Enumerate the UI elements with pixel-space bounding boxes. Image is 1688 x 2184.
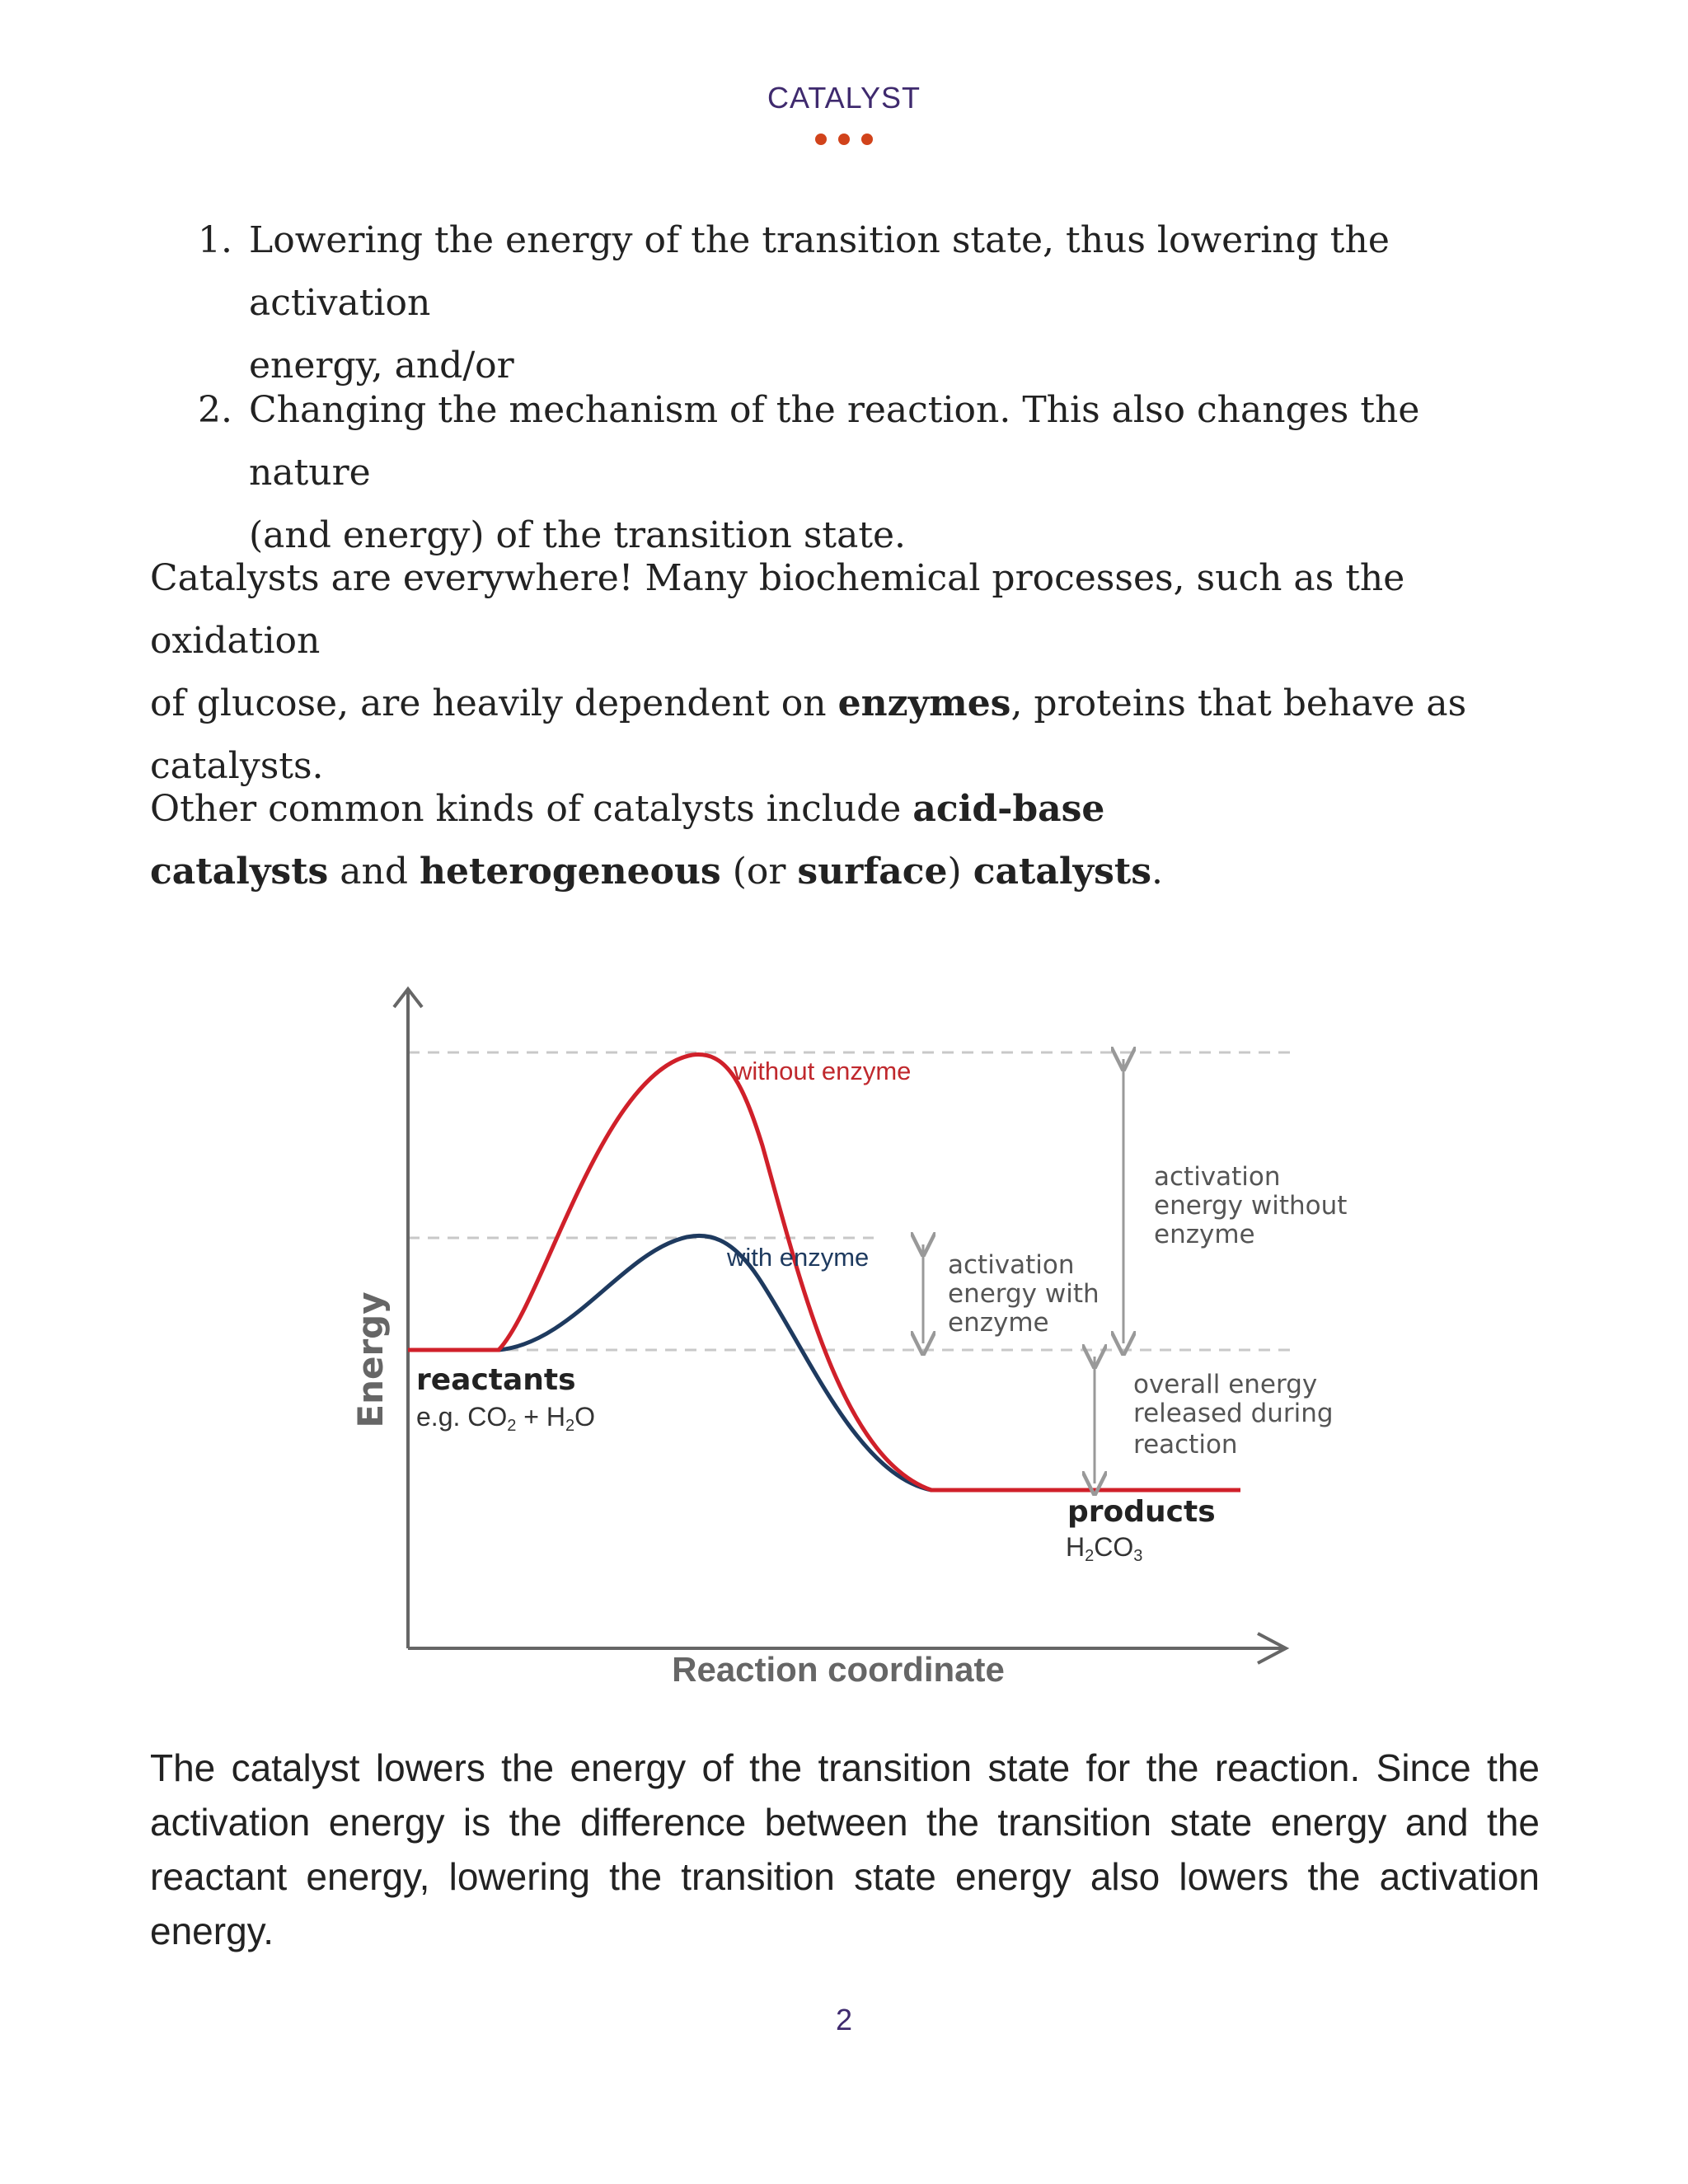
bold-term: acid-base <box>912 788 1105 830</box>
dot-icon <box>861 134 873 145</box>
bold-term: catalysts <box>150 851 329 893</box>
label-with-enzyme: with enzyme <box>727 1243 870 1272</box>
header-dots-ornament <box>0 134 1688 145</box>
label-activation-without: activation energy without enzyme <box>1154 1162 1348 1249</box>
list-number: 1. <box>198 219 232 261</box>
dot-icon <box>815 134 827 145</box>
page-number: 2 <box>835 2003 853 2036</box>
label-activation-with: activation energy with enzyme <box>948 1250 1100 1338</box>
bold-term: surface <box>797 851 948 893</box>
text-run: (or <box>720 851 798 893</box>
paragraph-other-catalysts <box>150 778 1551 903</box>
list-item-2 <box>198 379 1550 556</box>
list-item-text-line: Lowering the energy of the transition state, thus lowering the activation <box>249 219 1390 324</box>
text-run: . <box>1151 851 1163 893</box>
label-reactants-formula: e.g. CO2 + H2O <box>416 1402 595 1435</box>
label-products: products <box>1067 1495 1216 1529</box>
paragraph-line <box>150 673 1551 735</box>
text-run: and <box>328 851 420 893</box>
list-item-text-line: (and energy) of the transition state. <box>249 514 907 556</box>
dot-icon <box>838 134 850 145</box>
text-run: , proteins that behave as <box>1010 682 1467 724</box>
list-number: 2. <box>198 389 232 431</box>
list-item-1 <box>198 209 1550 387</box>
paragraph-line <box>150 778 1551 841</box>
paragraph-line: catalysts. <box>150 745 324 787</box>
list-item-text-line: Changing the mechanism of the reaction. This also changes the nature <box>249 389 1420 494</box>
paragraph-line: Catalysts are everywhere! Many biochemical processes, such as the oxidation <box>150 557 1405 662</box>
diagram-caption: The catalyst lowers the energy of the transition state for the reaction. Since the activation energy is the difference between the transition state energy and the reactant energy, lowering the transition state energy also lowers the activation energy. <box>150 1746 1540 1952</box>
paragraph-enzymes <box>150 547 1551 798</box>
text-run: of glucose, are heavily dependent on <box>150 682 838 724</box>
bold-term-enzymes: enzymes <box>837 682 1011 724</box>
bold-term: heterogeneous <box>420 851 721 893</box>
label-reactants: reactants <box>416 1363 576 1397</box>
text-run: ) <box>947 851 973 893</box>
label-without-enzyme: without enzyme <box>734 1057 912 1085</box>
header-title: CATALYST <box>767 81 921 115</box>
bold-term: catalysts <box>973 851 1151 893</box>
list-item-text-line: energy, and/or <box>249 344 514 387</box>
paragraph-line <box>150 841 1551 903</box>
energy-diagram <box>330 956 1352 1714</box>
y-axis-label: Energy <box>350 1291 391 1428</box>
x-axis-label: Reaction coordinate <box>672 1650 1005 1689</box>
label-overall-energy: overall energy released during reaction <box>1133 1370 1334 1460</box>
text-run: Other common kinds of catalysts include <box>150 788 913 830</box>
label-products-formula: H2CO3 <box>1066 1532 1143 1565</box>
